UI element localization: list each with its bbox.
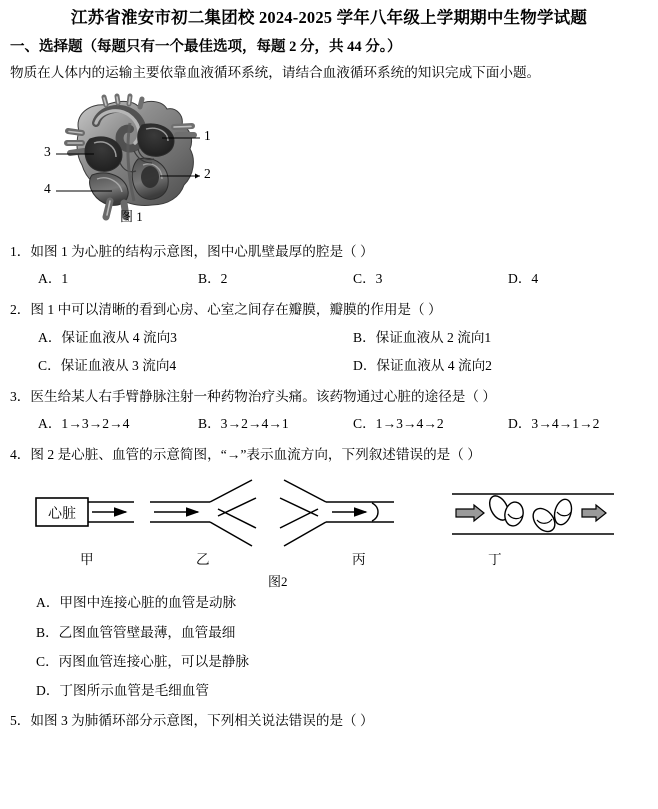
option-label: B． <box>353 329 376 345</box>
question-4 <box>10 446 650 464</box>
section-title: 一、选择题（每题只有一个最佳选项，每题 2 分，共 44 分。） <box>10 38 402 55</box>
option-label: D． <box>353 357 377 373</box>
option-label: A． <box>38 329 62 345</box>
vessel-schematics <box>22 476 642 586</box>
question-3-options <box>10 415 650 434</box>
option-text: 丁图所示血管是毛细血管 <box>59 683 209 699</box>
question-1-option-d[interactable] <box>508 270 538 288</box>
figure2-panel-yi <box>150 480 256 546</box>
question-2-text: 2．图 1 中可以清晰的看到心房、心室之间存在瓣膜，瓣膜的作用是（ ） <box>10 302 442 318</box>
question-2-option-a[interactable] <box>38 329 177 347</box>
option-text: 3→2→4→1 <box>220 415 289 431</box>
question-2-option-d[interactable] <box>353 357 492 375</box>
option-label: B． <box>36 624 59 640</box>
outlet-arrow <box>582 505 606 521</box>
option-text: 2 <box>220 271 228 287</box>
question-1-options <box>10 270 650 289</box>
option-text: 3 <box>375 271 383 287</box>
question-1-option-c[interactable] <box>353 270 382 288</box>
option-label: C． <box>36 653 59 669</box>
question-1 <box>10 243 650 289</box>
option-text: 保证血液从 4 流向2 <box>376 357 492 373</box>
question-5 <box>10 712 650 730</box>
figure1-caption: 图 1 <box>120 208 143 224</box>
option-text: 3→4→1→2 <box>531 415 600 431</box>
option-label: C． <box>38 357 61 373</box>
stem-intro-text: 物质在人体内的运输主要依靠血液循环系统，请结合血液循环系统的知识完成下面小题。 <box>10 65 541 81</box>
figure2-panel-bing <box>280 480 394 546</box>
heart-box-label: 心脏 <box>48 505 76 522</box>
question-2-options-row-1 <box>10 329 650 348</box>
option-text: 保证血液从 2 流向1 <box>375 329 492 345</box>
option-text: 1→3→4→2 <box>375 415 444 431</box>
question-4-options <box>36 594 650 700</box>
exam-page <box>0 8 658 809</box>
question-4-option-c[interactable] <box>36 653 650 671</box>
option-label: A． <box>38 415 62 431</box>
option-text: 保证血液从 4 流向3 <box>61 329 177 345</box>
question-2-option-c[interactable] <box>38 357 176 375</box>
option-text: 1→3→2→4 <box>61 415 130 431</box>
page-title: 江苏省淮安市初二集团校 2024-2025 学年八年级上学期期中生物学试题 <box>70 8 588 27</box>
figure1-label-3: 3 <box>44 143 51 159</box>
figure2-label-jia: 甲 <box>80 552 94 568</box>
figure-1-heart-diagram <box>34 93 254 231</box>
question-3-option-c[interactable] <box>353 415 444 433</box>
figure1-label-1: 1 <box>204 127 211 143</box>
option-label: D． <box>508 271 532 287</box>
question-3 <box>10 388 650 434</box>
question-1-option-b[interactable] <box>198 270 227 288</box>
question-3-text: 3．医生给某人右手臂静脉注射一种药物治疗头痛。该药物通过心脏的途径是（ ） <box>10 388 496 404</box>
question-4-option-d[interactable] <box>36 682 650 700</box>
figure1-label-2: 2 <box>204 165 211 181</box>
figure2-panel-jia <box>36 498 134 526</box>
figure2-label-yi: 乙 <box>196 552 210 568</box>
option-text: 丙图血管连接心脏，可以是静脉 <box>58 653 249 669</box>
option-label: A． <box>38 271 62 287</box>
question-4-option-b[interactable] <box>36 624 650 642</box>
option-text: 4 <box>531 271 539 287</box>
option-text: 1 <box>61 271 69 287</box>
figure2-label-ding: 丁 <box>488 552 502 568</box>
question-2-options-row-2 <box>10 357 650 376</box>
option-label: D． <box>36 683 60 699</box>
option-label: B． <box>198 271 221 287</box>
question-4-option-a[interactable] <box>36 594 650 612</box>
inlet-arrow <box>456 505 484 521</box>
question-5-text: 5．如图 3 为肺循环部分示意图，下列相关说法错误的是（ ） <box>10 712 374 728</box>
question-4-text: 4．图 2 是心脏、血管的示意简图，“→”表示血流方向，下列叙述错误的是（ ） <box>10 446 481 462</box>
heart-illustration <box>34 93 254 231</box>
venous-valve-icon <box>372 503 378 521</box>
question-2 <box>10 301 650 375</box>
figure2-label-bing: 丙 <box>352 552 366 568</box>
option-label: D． <box>508 415 532 431</box>
question-3-option-d[interactable] <box>508 415 599 433</box>
option-text: 甲图中连接心脏的血管是动脉 <box>59 595 237 611</box>
option-text: 乙图血管管壁最薄，血管最细 <box>58 624 236 640</box>
option-text: 保证血液从 3 流向4 <box>60 357 177 373</box>
question-1-text: 1．如图 1 为心脏的结构示意图，图中心肌壁最厚的腔是（ ） <box>10 243 374 259</box>
question-3-option-b[interactable] <box>198 415 289 433</box>
question-2-option-b[interactable] <box>353 329 491 347</box>
figure2-panel-ding <box>452 493 614 536</box>
figure-2-vessel-diagram <box>22 476 642 590</box>
figure1-label-4: 4 <box>44 180 51 196</box>
figure2-caption: 图2 <box>268 574 288 590</box>
option-label: C． <box>353 271 376 287</box>
option-label: C． <box>353 415 376 431</box>
question-3-option-a[interactable] <box>38 415 129 433</box>
question-1-option-a[interactable] <box>38 270 68 288</box>
option-label: B． <box>198 415 221 431</box>
option-label: A． <box>36 595 60 611</box>
